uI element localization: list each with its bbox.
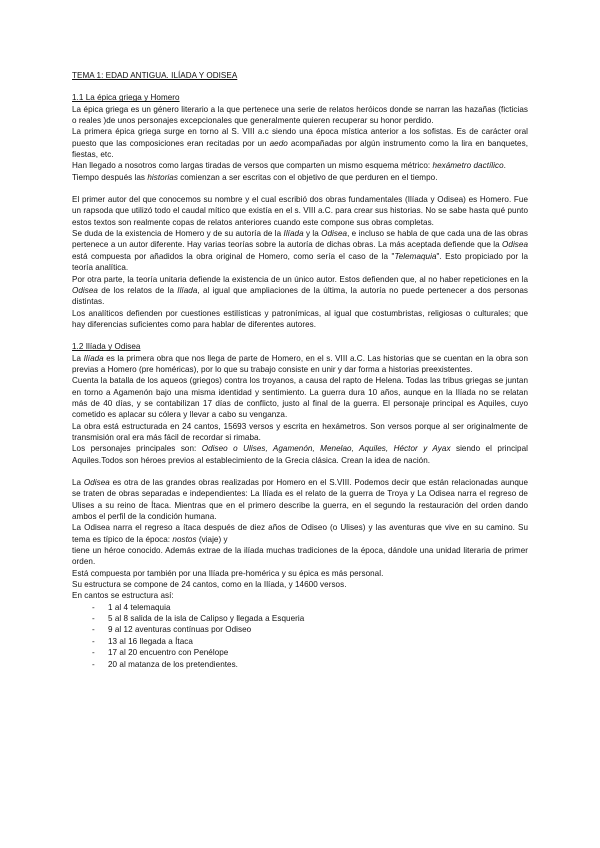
paragraph: Cuenta la batalla de los aqueos (griegos) contra los troyanos, a causa del rapto de Helena. Todas las tribus griegas se juntan en torno a Agamenón bajo una misma identidad y sentimiento. La guerra dura 10 años, aunque en la Ilíada no se relatan más de 40 días, y se contabilizan 17 días de conflicto, justo al final de la guerra. El personaje principal es Aquiles, cuyo cometido es aplacar su cólera y llevar a cabo su venganza. [72, 376, 528, 420]
paragraph: Los personajes principales son: Odiseo o Ulises, Agamenón, Menelao, Aquiles, Héctor y Ayax siendo el principal Aquiles.Todos son héroes previos al establecimiento de la Grecia clásica. Crean la idea de nación. [72, 444, 528, 465]
paragraph: La Ilíada es la primera obra que nos llega de parte de Homero, en el s. VIII a.C. Las historias que se cuentan en la obra son previas a Homero (pre homéricas), por lo que su trabajo consiste en unir y dar forma a historias preexistentes. [72, 353, 528, 374]
paragraph: tiene un héroe conocido. Además extrae de la ilíada muchas tradiciones de la época, dándole una unidad literaria de primer orden. [72, 546, 528, 567]
document-page [72, 70, 528, 670]
paragraph: Está compuesta por también por una Ilíada pre-homérica y su épica es más personal. [72, 568, 384, 578]
list-item: - 17 al 20 encuentro con Penélope [72, 647, 528, 658]
paragraph: Tiempo después las historias comienzan a ser escritas con el objetivo de que perduren en el tiempo. [72, 172, 438, 182]
paragraph: La épica griega es un género literario a la que pertenece una serie de relatos heróicos donde se narran las hazañas (ficticias o reales )de unos personajes excepcionales que generalmente quieren recuperar su honor perdido. [72, 104, 528, 126]
paragraph: Se duda de la existencia de Homero y de su autoría de la Ilíada y la Odisea, e incluso se habla de que cada una de las obras pertenece a un autor diferente. Hay varias teorías sobre la autoría de dichas obras. La más aceptada defiende que la Odisea está compuesta por añadidos la obra original de Homero, como sería el caso de la "Telemaquia". Esto propiciado por la teoría analítica. [72, 229, 529, 273]
paragraph: La obra está estructurada en 24 cantos, 15693 versos y escrita en hexámetros. Son versos porque al ser originalmente de transmisión oral era más fácil de recordar si rimaba. [72, 421, 528, 442]
list-item: - 1 al 4 telemaquia [72, 602, 528, 613]
paragraph: La Odisea es otra de las grandes obras realizadas por Homero en el S.VIII. Podemos decir que están relacionadas aunque se traten de obras separadas e independientes: La Ilíada es el relato de la guerra de Troya y La Odisea narra el regreso de Ulises a su reino de Ítaca. Mientras que en el primero describe la guerra, en el segundo la restauración del orden dando ambos el perfil de la condición humana. [72, 478, 528, 522]
document-title: TEMA 1: EDAD ANTIGUA. ILÍADA Y ODISEA [72, 71, 238, 80]
paragraph: Su estructura se compone de 24 cantos, como en la Ilíada, y 14600 versos. [72, 580, 347, 590]
section-heading-iliada-odisea: 1.2 Ilíada y Odisea [72, 342, 141, 352]
paragraph: Por otra parte, la teoría unitaria defiende la existencia de un único autor. Estos defienden que, al no haber repeticiones en la Odisea de los relatos de la Ilíada, al igual que ampliaciones de la última, la autoría no puede pertenecer a dos personas distintas. [72, 274, 528, 307]
list-item: - 20 al matanza de los pretendientes. [72, 659, 528, 670]
paragraph: El primer autor del que conocemos su nombre y el cual escribió dos obras fundamentales (Ilíada y Odisea) es Homero. Fue un rapsoda que utilizó todo el caudal mítico que existía en el s. VIII a.C. para crear sus historias. No se sabe hasta qué punto estos textos son realmente copas de relatos anteriores cuando este compone sus obras completas. [72, 195, 528, 227]
paragraph: En cantos se estructura así: [72, 591, 174, 601]
list-item: - 13 al 16 llegada a Ítaca [72, 636, 528, 647]
paragraph: La primera épica griega surge en torno al S. VIII a.c siendo una época mística anterior a los sofistas. Es de carácter oral puesto que las composiciones eran recitadas por un aedo acompañadas por algún instrumento como la lira en banquetes, fiestas, etc. [72, 127, 528, 160]
list-item: - 5 al 8 salida de la isla de Calipso y llegada a Esqueria [72, 613, 528, 624]
list-item: - 9 al 12 aventuras contínuas por Odiseo [72, 624, 528, 635]
paragraph: Han llegado a nosotros como largas tiradas de versos que comparten un mismo esquema métrico: hexámetro dactílico. [72, 161, 506, 171]
paragraph: Los analíticos defienden por cuestiones estilísticas y patronímicas, al igual que costumbristas, religiosas o culturales; que hay diferencias suficientes como para hablar de diferentes autores. [72, 308, 528, 329]
section-heading-epica: 1.1 La épica griega y Homero [72, 93, 180, 103]
cantos-list [72, 602, 528, 670]
paragraph: La Odisea narra el regreso a ítaca después de diez años de Odiseo (o Ulises) y las aventuras que vive en su camino. Su tema es típico de la época: nostos (viaje) y [72, 523, 528, 544]
